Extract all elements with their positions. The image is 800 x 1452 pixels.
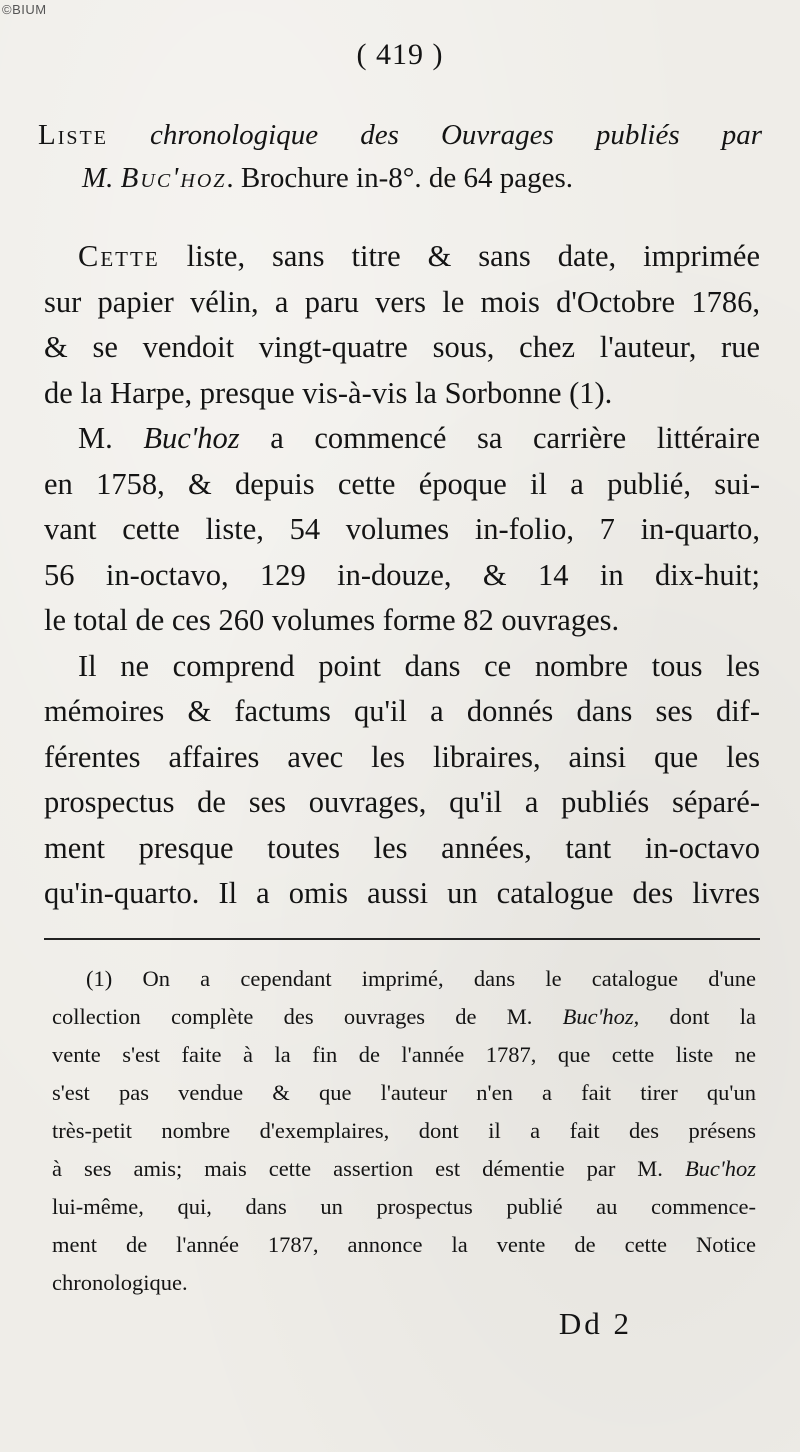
- body-line: Il ne comprend point dans ce nombre tous les: [78, 648, 760, 683]
- heading-line-1: [38, 114, 762, 157]
- author-name: Buc'hoz: [562, 1004, 634, 1029]
- body-line: qu'in-quarto. Il a omis aussi un catalogue des livres: [44, 876, 760, 910]
- footnote-line: collection complète des ouvrages de M. Buc'hoz, dont la: [52, 1004, 756, 1029]
- body-line: férentes affaires avec les libraires, ainsi que les: [44, 739, 760, 774]
- heading-line-2-text: . Brochure in-8°. de 64 pages.: [226, 162, 574, 194]
- heading-author-prefix: M.: [82, 162, 121, 194]
- body-line: sur papier vélin, a paru vers le mois d'Octobre 1786,: [44, 284, 760, 319]
- footnote-line: ment de l'année 1787, annonce la vente de cette Notice: [52, 1232, 756, 1257]
- author-name: Buc'hoz: [684, 1156, 756, 1181]
- footnote-line: chronologique.: [52, 1270, 188, 1295]
- page-number: ( 419 ): [356, 38, 444, 71]
- body-text: [44, 234, 760, 917]
- footnote-line: s'est pas vendue & que l'auteur n'en a fait tirer qu'un: [52, 1080, 756, 1105]
- body-line: & se vendoit vingt-quatre sous, chez l'auteur, rue: [44, 330, 760, 364]
- heading-line-2: [38, 157, 762, 200]
- heading-line-1-text: chronologique des Ouvrages publiés par: [107, 119, 762, 151]
- body-line: mémoires & factums qu'il a donnés dans ses dif-: [44, 694, 760, 728]
- paragraph-lead-word: Cette: [78, 239, 160, 273]
- author-name: Buc'hoz: [143, 421, 240, 455]
- body-line: le total de ces 260 volumes forme 82 ouvrages.: [44, 603, 620, 637]
- footnote-line: (1) On a cependant imprimé, dans le catalogue d'une: [86, 966, 756, 991]
- heading-author-name: Buc'hoz: [120, 162, 227, 194]
- footnote-line: vente s'est faite à la fin de l'année 1787, que cette liste ne: [52, 1042, 756, 1067]
- section-heading: [38, 114, 762, 200]
- footnote-line: à ses amis; mais cette assertion est démentie par M. Buc'hoz: [52, 1156, 756, 1181]
- body-line: vant cette liste, 54 volumes in-folio, 7 in-quarto,: [44, 512, 760, 546]
- body-line: Cette liste, sans titre & sans date, imprimée: [78, 239, 760, 273]
- body-line: ment presque toutes les années, tant in-octavo: [44, 830, 760, 865]
- body-line: en 1758, & depuis cette époque il a publié, sui-: [44, 466, 760, 501]
- body-line: de la Harpe, presque vis-à-vis la Sorbonne (1).: [44, 375, 613, 410]
- footnote: [52, 960, 756, 1302]
- body-line: M. Buc'hoz a commencé sa carrière littéraire: [78, 421, 760, 455]
- footnote-line: lui-même, qui, dans un prospectus publié au commence-: [52, 1194, 756, 1219]
- heading-lead-word: Liste: [38, 119, 108, 151]
- signature-mark: Dd 2: [558, 1306, 632, 1341]
- body-line: prospectus de ses ouvrages, qu'il a publiés séparé-: [44, 785, 760, 819]
- footnote-divider: [44, 938, 760, 940]
- watermark-label: ©BIUM: [2, 2, 47, 17]
- body-line: 56 in-octavo, 129 in-douze, & 14 in dix-huit;: [44, 557, 760, 592]
- footnote-line: très-petit nombre d'exemplaires, dont il a fait des présens: [52, 1118, 756, 1143]
